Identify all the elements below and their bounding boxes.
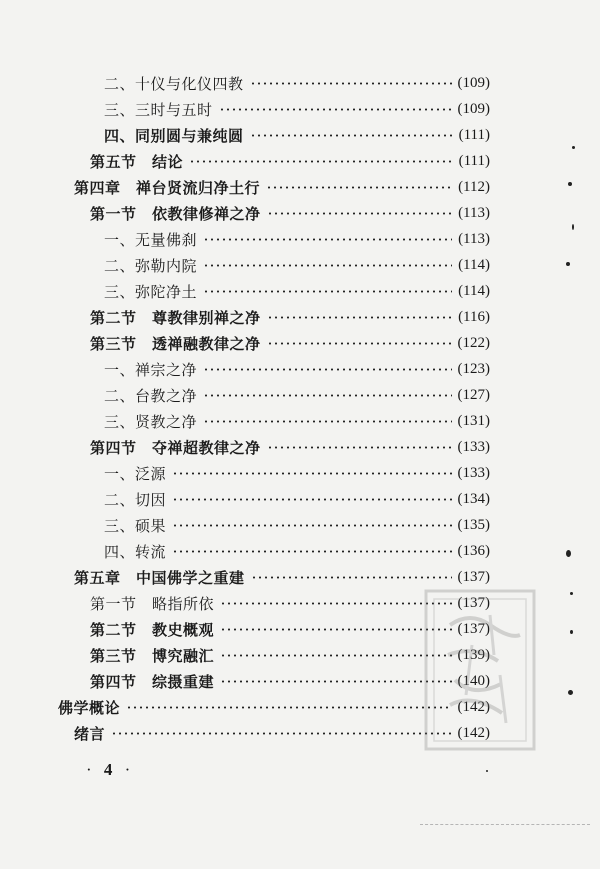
toc-entry-page: (140) xyxy=(457,672,490,689)
toc-entry xyxy=(104,408,490,434)
dot-leader xyxy=(266,186,452,189)
scan-speck xyxy=(566,550,571,557)
toc-entry-page: (109) xyxy=(457,74,490,91)
scan-speck xyxy=(568,690,573,695)
toc-entry-title: 绪言 xyxy=(74,724,106,743)
scan-speck xyxy=(572,224,574,230)
toc-entry xyxy=(104,382,490,408)
dot-leader xyxy=(220,602,451,605)
dot-leader xyxy=(220,654,451,657)
toc-entry xyxy=(90,304,490,330)
toc-entry-title: 第三节 透禅融教律之净 xyxy=(90,334,261,353)
footer-dot: · xyxy=(124,760,135,779)
toc-entry-page: (134) xyxy=(457,490,490,507)
dot-leader xyxy=(203,420,451,423)
dot-leader xyxy=(189,160,453,163)
toc-entry-page: (112) xyxy=(458,178,490,195)
toc-entry-title: 一、泛源 xyxy=(104,464,167,483)
toc-entry-page: (137) xyxy=(457,594,490,611)
toc-entry xyxy=(90,330,490,356)
toc-entry-page: (135) xyxy=(457,516,490,533)
scan-speck xyxy=(486,770,488,772)
library-stamp-watermark xyxy=(420,585,540,755)
toc-entry-title: 三、贤教之净 xyxy=(104,412,198,431)
toc-entry-title: 第二节 尊教律别禅之净 xyxy=(90,308,261,327)
toc-entry-title: 第五章 中国佛学之重建 xyxy=(74,568,245,587)
dot-leader xyxy=(126,706,451,709)
toc-entry-page: (113) xyxy=(458,230,490,247)
toc-entry-page: (111) xyxy=(458,126,490,143)
toc-entry-title: 第一节 依教律修禅之净 xyxy=(90,204,261,223)
toc-entry-page: (131) xyxy=(457,412,490,429)
toc-entry xyxy=(90,434,490,460)
toc-entry-page: (111) xyxy=(458,152,490,169)
toc-entry-title: 四、转流 xyxy=(104,542,167,561)
dot-leader xyxy=(172,524,451,527)
toc-entry-page: (116) xyxy=(458,308,490,325)
toc-entry-title: 三、硕果 xyxy=(104,516,167,535)
toc-entry xyxy=(104,252,490,278)
dot-leader xyxy=(203,264,452,267)
toc-entry xyxy=(104,96,490,122)
toc-entry xyxy=(104,512,490,538)
toc-entry xyxy=(104,356,490,382)
scan-artifact-line xyxy=(420,824,590,826)
toc-entry xyxy=(90,148,490,174)
dot-leader xyxy=(220,628,451,631)
toc-entry-title: 第四节 夺禅超教律之净 xyxy=(90,438,261,457)
dot-leader xyxy=(267,342,452,345)
page-number: 4 xyxy=(103,760,117,779)
toc-entry-title: 四、同别圆与兼纯圆 xyxy=(104,126,244,145)
scan-speck xyxy=(572,146,575,149)
dot-leader xyxy=(203,394,451,397)
toc-entry xyxy=(90,200,490,226)
toc-entry-title: 一、禅宗之净 xyxy=(104,360,198,379)
toc-entry xyxy=(104,538,490,564)
scan-speck xyxy=(568,182,572,186)
toc-entry-title: 二、切因 xyxy=(104,490,167,509)
dot-leader xyxy=(267,446,452,449)
dot-leader xyxy=(172,550,451,553)
toc-entry-title: 二、弥勒内院 xyxy=(104,256,198,275)
toc-entry-title: 第三节 博究融汇 xyxy=(90,646,215,665)
toc-entry xyxy=(104,122,490,148)
toc-entry-page: (113) xyxy=(458,204,490,221)
toc-entry xyxy=(104,486,490,512)
scan-speck xyxy=(566,262,570,266)
toc-entry xyxy=(104,460,490,486)
toc-entry-page: (139) xyxy=(457,646,490,663)
toc-entry-title: 第二节 教史概观 xyxy=(90,620,215,639)
toc-entry-title: 二、台教之净 xyxy=(104,386,198,405)
toc-entry-page: (133) xyxy=(457,438,490,455)
toc-entry-title: 第五节 结论 xyxy=(90,152,184,171)
toc-entry-page: (142) xyxy=(457,698,490,715)
dot-leader xyxy=(172,472,451,475)
scan-speck xyxy=(570,630,573,634)
dot-leader xyxy=(203,238,452,241)
dot-leader xyxy=(203,290,452,293)
toc-entry-page: (127) xyxy=(457,386,490,403)
dot-leader xyxy=(172,498,451,501)
toc-entry-page: (133) xyxy=(457,464,490,481)
toc-entry-title: 三、弥陀净土 xyxy=(104,282,198,301)
toc-entry-page: (109) xyxy=(457,100,490,117)
toc-entry xyxy=(104,226,490,252)
toc-entry-page: (137) xyxy=(457,620,490,637)
dot-leader xyxy=(203,368,451,371)
toc-entry xyxy=(104,278,490,304)
toc-entry-page: (114) xyxy=(458,256,490,273)
dot-leader xyxy=(219,108,452,111)
toc-entry-title: 二、十仪与化仪四教 xyxy=(104,74,244,93)
dot-leader xyxy=(267,212,453,215)
toc-entry-title: 佛学概论 xyxy=(58,698,121,717)
dot-leader xyxy=(111,732,451,735)
dot-leader xyxy=(220,680,451,683)
toc-entry-page: (142) xyxy=(457,724,490,741)
dot-leader xyxy=(251,576,452,579)
toc-entry-page: (122) xyxy=(457,334,490,351)
scan-speck xyxy=(570,592,573,595)
page-footer xyxy=(86,760,134,780)
toc-entry-page: (137) xyxy=(457,568,490,585)
toc-entry-title: 一、无量佛刹 xyxy=(104,230,198,249)
dot-leader xyxy=(250,134,453,137)
toc-entry-page: (114) xyxy=(458,282,490,299)
dot-leader xyxy=(267,316,453,319)
toc-entry-title: 三、三时与五时 xyxy=(104,100,213,119)
toc-entry xyxy=(104,70,490,96)
dot-leader xyxy=(250,82,452,85)
footer-dot: · xyxy=(86,760,96,779)
toc-entry-page: (136) xyxy=(457,542,490,559)
toc-entry xyxy=(74,174,490,200)
toc-entry-page: (123) xyxy=(457,360,490,377)
toc-entry-title: 第四节 综摄重建 xyxy=(90,672,215,691)
toc-entry-title: 第一节 略指所依 xyxy=(90,594,215,613)
toc-entry-title: 第四章 禅台贤流归净土行 xyxy=(74,178,261,197)
